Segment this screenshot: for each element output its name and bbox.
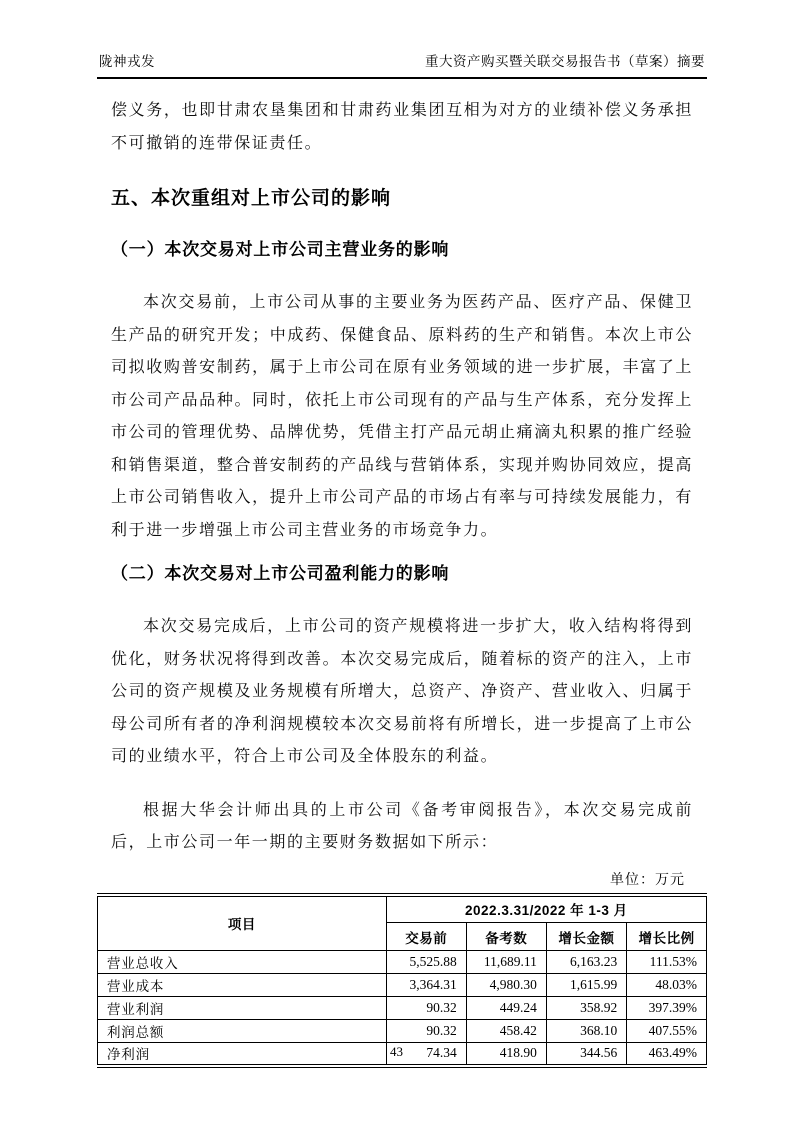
cell-proforma: 11,689.11 <box>466 951 546 974</box>
table-header-row-period <box>98 895 707 923</box>
column-header-item: 项目 <box>98 895 387 951</box>
column-header-proforma: 备考数 <box>466 923 546 951</box>
table-row-total-profit <box>98 1020 707 1043</box>
cell-growth-amount: 1,615.99 <box>546 974 626 997</box>
header-company-name: 陇神戎发 <box>99 54 155 69</box>
page-header <box>97 50 707 79</box>
row-item-label: 营业成本 <box>98 974 387 997</box>
cell-growth-amount: 368.10 <box>546 1020 626 1043</box>
column-header-growth-amount: 增长金额 <box>546 923 626 951</box>
cell-pre-transaction: 74.34 <box>386 1043 466 1066</box>
cell-proforma: 449.24 <box>466 997 546 1020</box>
table-row-operating-cost <box>98 974 707 997</box>
row-item-label: 营业利润 <box>98 997 387 1020</box>
column-header-growth-ratio: 增长比例 <box>627 923 707 951</box>
financial-data-table <box>97 893 707 1068</box>
paragraph-proforma-report-intro: 根据大华会计师出具的上市公司《备考审阅报告》，本次交易完成前后，上市公司一年一期的主要财务数据如下所示： <box>111 801 693 851</box>
cell-pre-transaction: 90.32 <box>386 1020 466 1043</box>
text-column <box>111 95 693 860</box>
row-item-label: 利润总额 <box>98 1020 387 1043</box>
paragraph-main-business-impact: 本次交易前，上市公司从事的主要业务为医药产品、医疗产品、保健卫生产品的研究开发；中成药、保健食品、原料药的生产和销售。本次上市公司拟收购普安制药，属于上市公司在原有业务领域的进一步扩展，丰富了上市公司产品品种。同时，依托上市公司现有的产品与生产体系，充分发挥上市公司的管理优势、品牌优势，凭借主打产品元胡止痛滴丸积累的推广经验和销售渠道，整合普安制药的产品线与营销体系，实现并购协同效应，提高上市公司销售收入，提升上市公司产品的市场占有率与可持续发展能力，有利于进一步增强上市公司主营业务的市场竞争力。 <box>111 294 693 539</box>
cell-growth-amount: 6,163.23 <box>546 951 626 974</box>
cell-growth-amount: 358.92 <box>546 997 626 1020</box>
cell-pre-transaction: 3,364.31 <box>386 974 466 997</box>
row-item-label: 营业总收入 <box>98 951 387 974</box>
subsection-2-heading: （二）本次交易对上市公司盈利能力的影响 <box>111 564 450 583</box>
section-heading-5: 五、本次重组对上市公司的影响 <box>111 188 392 209</box>
cell-growth-ratio: 407.55% <box>627 1020 707 1043</box>
cell-growth-ratio: 463.49% <box>627 1043 707 1066</box>
column-header-period: 2022.3.31/2022 年 1-3 月 <box>386 895 706 923</box>
cell-proforma: 418.90 <box>466 1043 546 1066</box>
cell-proforma: 4,980.30 <box>466 974 546 997</box>
cell-growth-ratio: 48.03% <box>627 974 707 997</box>
header-report-title: 重大资产购买暨关联交易报告书（草案）摘要 <box>425 54 705 69</box>
column-header-pre-transaction: 交易前 <box>386 923 466 951</box>
page-number: 43 <box>390 1044 403 1059</box>
table-header <box>98 895 707 951</box>
page-footer <box>0 1044 793 1060</box>
subsection-1-heading: （一）本次交易对上市公司主营业务的影响 <box>111 240 450 259</box>
page-content <box>97 50 707 1068</box>
cell-growth-amount: 344.56 <box>546 1043 626 1066</box>
cell-growth-ratio: 111.53% <box>627 951 707 974</box>
table-row-total-revenue <box>98 951 707 974</box>
cell-pre-transaction: 90.32 <box>386 997 466 1020</box>
row-item-label: 净利润 <box>98 1043 387 1066</box>
cell-pre-transaction: 5,525.88 <box>386 951 466 974</box>
cell-proforma: 458.42 <box>466 1020 546 1043</box>
paragraph-guarantee-continuation: 偿义务，也即甘肃农垦集团和甘肃药业集团互相为对方的业绩补偿义务承担不可撤销的连带保证责任。 <box>111 102 693 152</box>
paragraph-profitability-impact: 本次交易完成后，上市公司的资产规模将进一步扩大，收入结构将得到优化，财务状况将得到改善。本次交易完成后，随着标的资产的注入，上市公司的资产规模及业务规模有所增大，总资产、净资产、营业收入、归属于母公司所有者的净利润规模较本次交易前将有所增长，进一步提高了上市公司的业绩水平，符合上市公司及全体股东的利益。 <box>111 618 693 765</box>
cell-growth-ratio: 397.39% <box>627 997 707 1020</box>
table-row-operating-profit <box>98 997 707 1020</box>
table-unit-label: 单位：万元 <box>610 872 685 888</box>
